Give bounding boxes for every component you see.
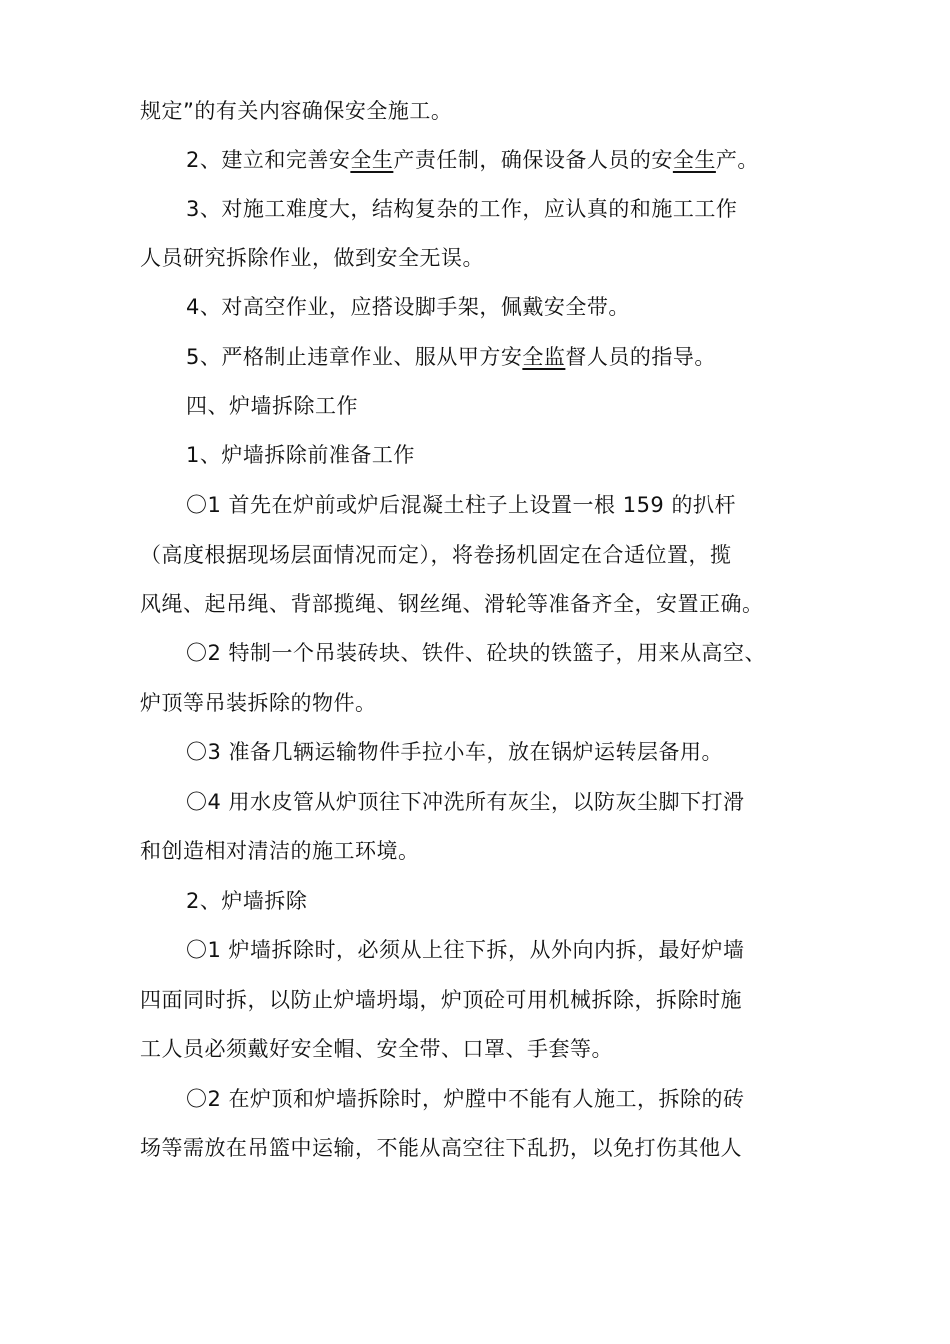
text-line-13: 炉顶等吊装拆除的物件。 <box>140 691 377 715</box>
text-line-11: 风绳、起吊绳、背部揽绳、钢丝绳、滑轮等准备齐全，安置正确。 <box>140 592 764 616</box>
text-line-4: 人员研究拆除作业，做到安全无误。 <box>140 246 484 270</box>
text-line-22: 场等需放在吊篮中运输，不能从高空往下乱扔，以免打伤其他人 <box>140 1136 742 1160</box>
text-line-14: 〇3 准备几辆运输物件手拉小车，放在锅炉运转层备用。 <box>186 740 724 764</box>
underlined-text: 全监 <box>522 345 566 369</box>
subsection-heading: 1、炉墙拆除前准备工作 <box>186 443 415 467</box>
underlined-text: 全生 <box>672 148 716 172</box>
text-line-18: 〇1 炉墙拆除时，必须从上往下拆，从外向内拆，最好炉墙 <box>186 938 745 962</box>
text-line-9: 〇1 首先在炉前或炉后混凝土柱子上设置一根 159 的扒杆 <box>186 493 736 517</box>
section-heading: 四、炉墙拆除工作 <box>186 394 358 418</box>
text-segment: 产责任制，确保设备人员的安 <box>393 148 673 172</box>
text-line-20: 工人员必须戴好安全帽、安全带、口罩、手套等。 <box>140 1037 613 1061</box>
text-line-16: 和创造相对清洁的施工环境。 <box>140 839 420 863</box>
text-line-1: 规定”的有关内容确保安全施工。 <box>140 99 453 123</box>
text-line-12: 〇2 特制一个吊装砖块、铁件、砼块的铁篮子，用来从高空、 <box>186 641 767 665</box>
text-line-3: 3、对施工难度大，结构复杂的工作，应认真的和施工工作 <box>186 197 738 221</box>
text-line-10: （高度根据现场层面情况而定），将卷扬机固定在合适位置，揽 <box>140 543 732 567</box>
text-line-21: 〇2 在炉顶和炉墙拆除时，炉膛中不能有人施工，拆除的砖 <box>186 1087 745 1111</box>
text-segment: 5、严格制止违章作业、服从甲方安 <box>186 345 523 369</box>
text-segment: 产。 <box>715 148 759 172</box>
text-line-5: 4、对高空作业，应搭设脚手架，佩戴安全带。 <box>186 295 630 319</box>
subsection-heading: 2、炉墙拆除 <box>186 889 308 913</box>
underlined-text: 全生 <box>350 148 394 172</box>
text-segment: 督人员的指导。 <box>565 345 716 369</box>
text-segment: 2、建立和完善安 <box>186 148 351 172</box>
text-line-19: 四面同时拆，以防止炉墙坍塌，炉顶砼可用机械拆除，拆除时施 <box>140 988 742 1012</box>
text-line-15: 〇4 用水皮管从炉顶往下冲洗所有灰尘，以防灰尘脚下打滑 <box>186 790 745 814</box>
text-line-2 <box>186 145 830 175</box>
text-line-6 <box>186 342 830 372</box>
